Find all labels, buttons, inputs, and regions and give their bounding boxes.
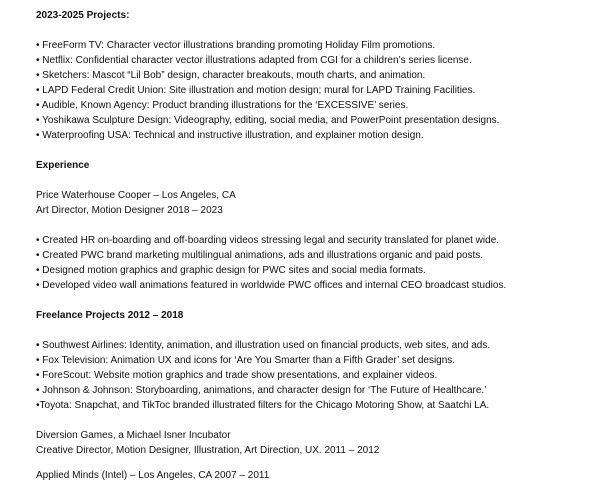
pwc-bullet: • Created HR on-boarding and off-boarding videos stressing legal and security translated for planet wide. [36, 235, 500, 246]
applied-minds-partial: Applied Minds (Intel) – Los Angeles, CA 2007 – 2011 [36, 470, 270, 481]
freelance-heading: Freelance Projects 2012 – 2018 [36, 310, 184, 321]
project-item: • Audible, Known Agency: Product branding illustrations for the ‘EXCESSIVE’ series. [36, 100, 409, 111]
pwc-role: Art Director, Motion Designer 2018 – 2023 [36, 205, 223, 216]
spacer [36, 413, 596, 428]
freelance-item: • Fox Television: Animation UX and icons for ‘Are You Smarter than a Fifth Grader’ set designs. [36, 355, 456, 366]
project-item: • FreeForm TV: Character vector illustrations branding promoting Holiday Film promotions. [36, 40, 436, 51]
project-item: • Sketchers: Mascot “Lil Bob” design, character breakouts, mouth charts, and animation. [36, 70, 426, 81]
spacer [36, 323, 596, 338]
pwc-company: Price Waterhouse Cooper – Los Angeles, CA [36, 190, 236, 201]
experience-heading: Experience [36, 160, 90, 171]
project-item: • Waterproofing USA: Technical and instructive illustration, and explainer motion design. [36, 130, 424, 141]
pwc-bullet: • Designed motion graphics and graphic design for PWC sites and social media formats. [36, 265, 426, 276]
diversion-role: Creative Director, Motion Designer, Illustration, Art Direction, UX. 2011 – 2012 [36, 445, 380, 456]
freelance-item: • Johnson & Johnson: Storyboarding, animations, and character design for ‘The Future of Healthcare.’ [36, 385, 487, 396]
freelance-item: •Toyota: Snapchat, and TikToc branded illustrated filters for the Chicago Motoring Show, at Saatchi LA. [36, 400, 490, 411]
diversion-company: Diversion Games, a Michael Isner Incubator [36, 430, 231, 441]
pwc-bullet: • Created PWC brand marketing multilingual animations, ads and illustrations organic and paid posts. [36, 250, 484, 261]
spacer [36, 23, 596, 38]
spacer [36, 293, 596, 308]
spacer [36, 218, 596, 233]
spacer [36, 173, 596, 188]
spacer [36, 143, 596, 158]
resume-page [36, 8, 596, 458]
pwc-bullet: • Developed video wall animations featured in worldwide PWC offices and internal CEO broadcast studios. [36, 280, 507, 291]
freelance-item: • Southwest Airlines: Identity, animation, and illustration used on financial products, web sites, and ads. [36, 340, 491, 351]
project-item: • LAPD Federal Credit Union: Site illustration and motion design; mural for LAPD Training Facilities. [36, 85, 476, 96]
project-item: • Yoshikawa Sculpture Design: Videography, editing, social media, and PowerPoint presentation designs. [36, 115, 500, 126]
project-item: • Netflix: Confidential character vector illustrations adapted from CGI for a children’s series license. [36, 55, 472, 66]
projects-heading: 2023-2025 Projects: [36, 10, 130, 21]
freelance-item: • ForeScout: Website motion graphics and trade show presentations, and explainer videos. [36, 370, 438, 381]
